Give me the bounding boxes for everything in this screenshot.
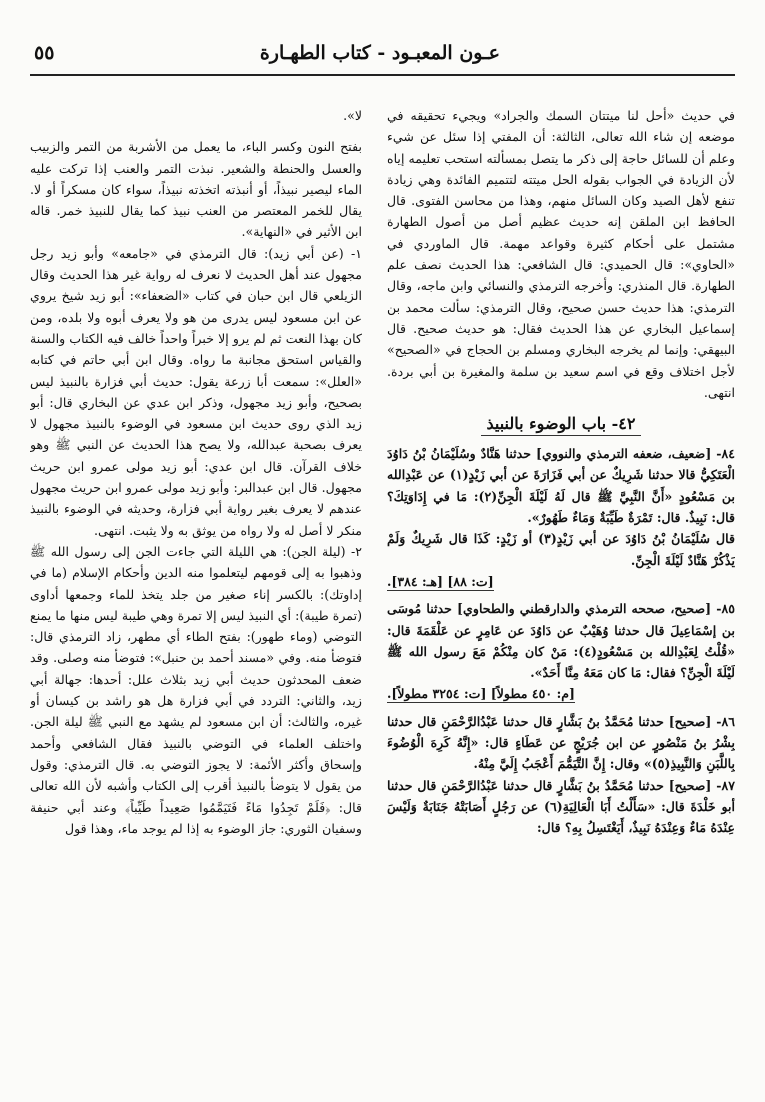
chapter-heading: [387, 411, 735, 437]
footnote-2: ٢- (ليلة الجن): هي الليلة التي جاءت الجن إلى رسول الله ﷺ وذهبوا به إلى قومهم ليتعلموا منه الدين وأحكام الإسلام (ما في إداوتك): بالكسر إناء صغير من جلد يتخذ للماء وجمعها أداوى (تمرة طيبة): أي النبيذ ليس إلا تمرة وهي طيبة ليس منها ما يمنع التوضي (وماء طهور): بفتح الطاء أي مطهر، زاد الترمذي قال: فتوضأ منه. وفي «مسند أحمد بن حنبل»: فتوضأ منه وصلى. وقد ضعف المحدثون حديث أبي زيد بثلاث علل: أحدها: جهالة أبي زيد، والثاني: التردد في أبي فزارة هل هو راشد بن كيسان أو غيره، والثالث: أن ابن مسعود لم يشهد مع النبي ﷺ ليلة الجن. واختلف العلماء في التوضي بالنبيذ فقال الشافعي وأحمد وإسحاق وأكثر الأئمة: لا يجوز التوضي به. قال الترمذي: وقول من يقول لا يتوضأ بالنبيذ أقرب إلى الكتاب وأشبه لأن الله تعالى قال: ﴿فَلَمْ تَجِدُوا مَاءً فَتَيَمَّمُوا صَعِيداً طَيِّباً﴾ وعند أبي حنيفة وسفيان الثوري: جاز الوضوء به إذا لم يوجد ماء، وهذا قول: [30, 543, 362, 836]
nabidh-definition: بفتح النون وكسر الباء، ما يعمل من الأشربة من التمر والزبيب والعسل والحنطة والشعير. نبذت التمر والعنب إذا تركت عليه الماء ليصير نبيذاً، أو أنبذته اتخذته نبيذاً، سواء كان مسكراً أو لا. يقال للخمر المعتصر من العنب نبيذ كما يقال للنبيذ خمر. قاله ابن الأثير في «النهاية».: [30, 139, 362, 240]
intro-paragraph: في حديث «أحل لنا ميتتان السمك والجراد» ويجيء تحقيقه في موضعه إن شاء الله تعالى، الثالثة: أن المفتي إذا سئل عن شيء وعلم أن للسائل حاجة إلى ذكر ما يتصل بمسألته استحب تعليمه إياه لأن الزيادة في الجواب بقوله الحل ميتته لتتميم الفائدة وهي زيادة تنفع لأهل الصيد وكان السائل منهم، وهذا من محاسن الفتوى. قال الحافظ ابن الملقن إنه حديث عظيم أصل من أصول الطهارة مشتمل على أحكام كثيرة وقواعد مهمة. قال الماوردي في «الحاوي»: قال الحميدي: قال الشافعي: هذا الحديث نصف علم الطهارة. قال المنذري: وأخرجه الترمذي والنسائي وابن ماجه، وقال الترمذي: هذا حديث حسن صحيح، وقال الترمذي: سألت محمد بن إسماعيل البخاري عن هذا الحديث فقال: هو حديث صحيح. قال البيهقي: وإنما لم يخرجه البخاري ومسلم بن الحجاج في «الصحيح» لأجل اختلاف وقع في اسم سعيد بن سلمة والمغيرة بن أبي بردة. انتهى.: [387, 108, 735, 400]
footnote-1: ١- (عن أبي زيد): قال الترمذي في «جامعه» وأبو زيد رجل مجهول عند أهل الحديث لا نعرف له رواية غير هذا الحديث وقال الزيلعي قال ابن حبان في كتاب «الضعفاء»: أبو زيد شيخ يروي عن ابن مسعود ليس يدرى من هو ولا يعرف أبوه ولا بلده، ومن كان بهذا النعت ثم لم يرو إلا خبراً واحداً خالف فيه الكتاب والسنة والقياس استحق مجانبة ما رواه. وقال ابن أبي حاتم في كتابه «العلل»: سمعت أبا زرعة يقول: حديث أبي فزارة بالنبيذ ليس بصحيح، وأبو زيد مجهول، وذكر ابن عدي عن البخاري قال: أبو زيد الذي روى حديث ابن مسعود في الوضوء بالنبيذ مجهول لا يعرف بصحبة عبدالله، ولا يصح هذا الحديث عن النبي ﷺ وهو خلاف القرآن. قال ابن عدي: أبو زيد مولى عمرو ابن حريث مجهول. قال ابن عبدالبر: وأبو زيد مولى عمرو ابن حريث مجهول عندهم لا يعرف بغير رواية أبي فزارة، وحديثه في الوضوء بالنبيذ منكر لا أصل له ولا رواه من يوثق به ولا يثبت. انتهى.: [30, 245, 362, 538]
commentary-column: [30, 105, 362, 1090]
hadith-85-reference: [387, 683, 735, 704]
hadith-84-reference: [387, 571, 735, 592]
hadith-84-reference-text: [ت: ٨٨] [هـ: ٣٨٤].: [387, 573, 494, 589]
spacer: [30, 126, 362, 136]
hadith-86: ٨٦- [صحيح] حدثنا مُحَمَّدُ بنُ بَشَّارٍ قال حدثنا عَبْدُالرَّحْمَنِ قال حدثنا بِشْرُ بنُ مَنْصُورٍ عن ابن جُرَيْجٍ عن عَطَاءٍ قال: «إِنَّهُ كَرِهَ الْوُضُوءَ بِاللَّبَنِ وَالنَّبِيذِ(٥)» وقال: إِنَّ التَّيَمُّمَ أَعْجَبُ إِلَيَّ مِنْهُ.: [387, 713, 735, 772]
hadith-85-reference-text: [م: ٤٥٠ مطولاً] [ت: ٣٢٥٤ مطولاً].: [387, 686, 575, 702]
hadith-84-note: قال سُلَيْمَانُ بْنُ دَاوُدَ عن أبي زَيْدٍ(٣) أو زَيْدٍ: كَذَا قال شَرِيكٌ وَلَمْ يَذْكُرْ هَنَّادٌ لَيْلَةَ الْجِنِّ.: [387, 531, 735, 568]
hadith-85: ٨٥- [صحيح، صححه الترمذي والدارقطني والطحاوي] حدثنا مُوسَى بن إسْمَاعِيلَ قال حدثنا وُهَيْبٌ عن دَاوُدَ عن عَامِرٍ عن عَلْقَمَةَ قال: «قُلْتُ لِعَبْدِالله بن مَسْعُودٍ(٤): مَنْ كان مِنْكُمْ مَعَ رسول الله ﷺ لَيْلَةَ الْجِنِّ؟ فقال: مَا كان مَعَهُ مِنَّا أَحَدٌ».: [387, 601, 735, 681]
page-number: ٥٥: [34, 42, 55, 64]
continued-text: لا».: [343, 108, 362, 123]
header-rule: [30, 74, 735, 76]
chapter-heading-text: ٤٢- باب الوضوء بالنبيذ: [481, 414, 642, 436]
main-text-column: [387, 105, 735, 1090]
running-title: عـون المعبـود - كتاب الطهـارة: [259, 42, 500, 64]
hadith-84: ٨٤- [ضعيف، ضعفه الترمذي والنووي] حدثنا هَنَّادٌ وسُلَيْمَانُ بْنُ دَاوُدَ الْعَتَكِيُّ قالا حدثنا شَرِيكٌ عن أبي فَزَارَةَ عن أبي زَيْدٍ(١) عن عَبْدِالله بن مَسْعُودٍ «أَنَّ النَّبِيَّ ﷺ قال لَهُ لَيْلَةَ الْجِنِّ(٢): مَا في إِدَاوَتِكَ؟ قال: نَبِيذٌ. قال: تَمْرَةٌ طَيِّبَةٌ وَمَاءٌ طَهُورٌ».: [387, 446, 735, 526]
page-header: [30, 38, 735, 78]
hadith-87: ٨٧- [صحيح] حدثنا مُحَمَّدُ بنُ بَشَّارٍ قال حدثنا عَبْدُالرَّحْمَنِ قال حدثنا أبو خَلْدَةَ قال: «سَأَلْتُ أَبَا الْعَالِيَةِ(٦) عن رَجُلٍ أَصَابَتْهُ جَنَابَةٌ وَلَيْسَ عِنْدَهُ مَاءٌ وَعِنْدَهُ نَبِيذٌ، أَيَغْتَسِلُ بِهِ؟ قال:: [387, 777, 735, 836]
